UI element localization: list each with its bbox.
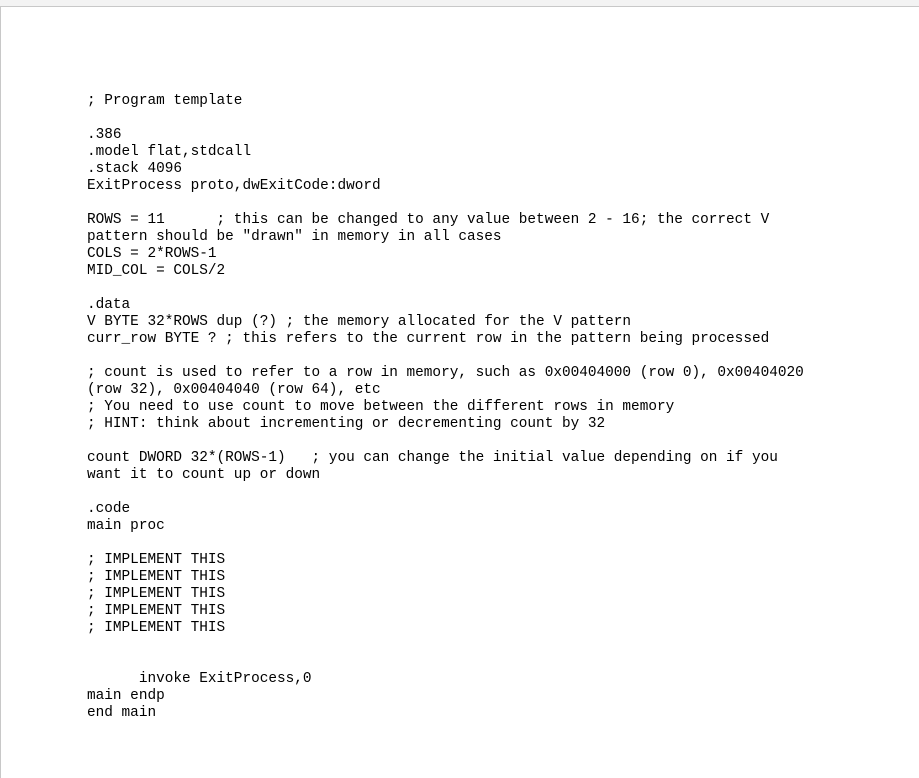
code-line: .code	[87, 501, 131, 517]
code-line: main endp	[87, 688, 165, 704]
code-line: COLS = 2*ROWS-1	[87, 246, 217, 262]
code-line: ROWS = 11 ; this can be changed to any value between 2 - 16; the correct V	[87, 212, 770, 228]
code-line	[87, 654, 804, 671]
code-line: ; count is used to refer to a row in memory, such as 0x00404000 (row 0), 0x00404020	[87, 365, 804, 381]
code-line	[87, 637, 804, 654]
code-line: curr_row BYTE ? ; this refers to the current row in the pattern being processed	[87, 331, 770, 347]
code-line: count DWORD 32*(ROWS-1) ; you can change the initial value depending on if you	[87, 450, 778, 466]
code-line: want it to count up or down	[87, 467, 321, 483]
code-line: MID_COL = COLS/2	[87, 263, 226, 279]
code-line	[87, 280, 804, 297]
code-line: (row 32), 0x00404040 (row 64), etc	[87, 382, 381, 398]
code-line	[87, 110, 804, 127]
code-line	[87, 195, 804, 212]
code-line: ; IMPLEMENT THIS	[87, 552, 226, 568]
code-line: ; IMPLEMENT THIS	[87, 586, 226, 602]
code-line: ; You need to use count to move between the different rows in memory	[87, 399, 675, 415]
code-line	[87, 348, 804, 365]
code-line: .stack 4096	[87, 161, 182, 177]
code-line: end main	[87, 705, 157, 721]
code-line: invoke ExitProcess,0	[87, 671, 312, 687]
code-line: ; IMPLEMENT THIS	[87, 620, 226, 636]
document-page	[0, 6, 919, 778]
code-text	[87, 93, 804, 722]
code-line: .model flat,stdcall	[87, 144, 252, 160]
code-line	[87, 433, 804, 450]
code-line: ExitProcess proto,dwExitCode:dword	[87, 178, 381, 194]
code-line: .data	[87, 297, 131, 313]
code-line: pattern should be "drawn" in memory in all cases	[87, 229, 502, 245]
code-line: ; IMPLEMENT THIS	[87, 569, 226, 585]
code-line	[87, 535, 804, 552]
code-line	[87, 484, 804, 501]
code-line: ; IMPLEMENT THIS	[87, 603, 226, 619]
code-line: V BYTE 32*ROWS dup (?) ; the memory allocated for the V pattern	[87, 314, 632, 330]
code-line: main proc	[87, 518, 165, 534]
code-line: .386	[87, 127, 122, 143]
code-line: ; HINT: think about incrementing or decrementing count by 32	[87, 416, 606, 432]
code-line: ; Program template	[87, 93, 243, 109]
